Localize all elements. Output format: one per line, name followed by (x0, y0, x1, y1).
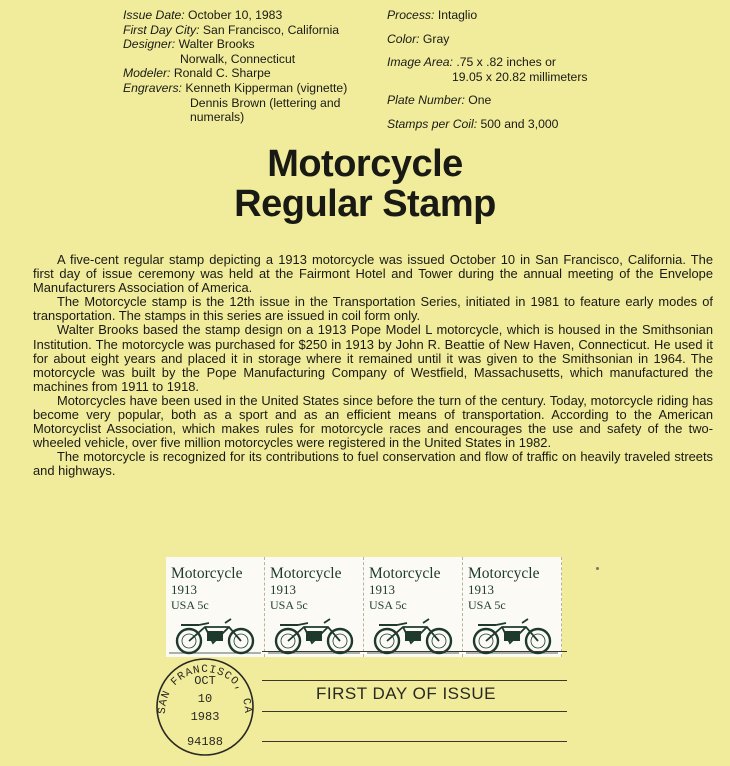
image-area-row: Image Area: .75 x .82 inches or (387, 55, 556, 70)
stamps-per-coil-row: Stamps per Coil: 500 and 3,000 (387, 116, 559, 131)
title-line-1: Motorcycle (267, 143, 463, 185)
svg-text:10: 10 (197, 692, 213, 706)
motorcycle-engraving (367, 617, 459, 655)
cancel-line-4 (262, 741, 567, 742)
cancel-line-2 (262, 680, 567, 681)
meta-row: Designer: Walter Brooks (123, 37, 255, 52)
stamp-coil-strip (166, 557, 562, 657)
motorcycle-stamp (265, 557, 364, 657)
motorcycle-stamp (166, 557, 265, 657)
meta-row: numerals) (190, 110, 245, 125)
meta-row: Modeler: Ronald C. Sharpe (123, 66, 271, 81)
stamp-name: Motorcycle (369, 565, 441, 582)
body-paragraph: The Motorcycle stamp is the 12th issue in the Transportation Series, initiated in 1981 to feature early modes of transportation. The stamps in this series are issued in coil form only. (33, 294, 713, 324)
stamp-name: Motorcycle (270, 565, 342, 582)
stamp-value: USA 5c (270, 598, 308, 612)
plate-number-row: Plate Number: One (387, 93, 492, 108)
stamp-value: USA 5c (369, 598, 407, 612)
issue-details-right (387, 8, 587, 141)
motorcycle-engraving (466, 617, 558, 655)
stamp-value: USA 5c (468, 598, 506, 612)
meta-row: Issue Date: October 10, 1983 (123, 8, 283, 22)
first-day-of-issue-label: FIRST DAY OF ISSUE (316, 684, 496, 703)
issue-details-left (123, 8, 347, 125)
stamp-name: Motorcycle (171, 565, 243, 582)
meta-row: Norwalk, Connecticut (180, 51, 296, 66)
image-area-cont: 19.05 x 20.82 millimeters (452, 69, 588, 84)
stamp-year: 1913 (369, 582, 395, 597)
body-paragraph: Walter Brooks based the stamp design on a 1913 Pope Model L motorcycle, which is housed in the Smithsonian Institution. The motorcycle was purchased for $250 in 1913 by John R. Beattie of New Haven, Connecticut. He used it for about eight years and placed it in storage where it remained until it was given to the Smithsonian in 1964. The motorcycle was built by the Pope Manufacturing Company of Westfield, Massachusetts, which manufactured the machines from 1911 to 1918. (33, 322, 713, 394)
stamp-year: 1913 (270, 582, 296, 597)
postmark-cancel (145, 650, 265, 760)
svg-text:1983: 1983 (190, 710, 220, 724)
motorcycle-engraving (268, 617, 360, 655)
article-body (33, 253, 713, 479)
process-row: Process: Intaglio (387, 8, 478, 22)
body-paragraph: The motorcycle is recognized for its contributions to fuel conservation and flow of traffic on heavily traveled streets and highways. (33, 449, 713, 479)
svg-text:SAN FRANCISCO, CA: SAN FRANCISCO, CA (156, 664, 254, 715)
svg-text:94188: 94188 (186, 735, 224, 749)
body-paragraph: A five-cent regular stamp depicting a 1913 motorcycle was issued October 10 in San Francisco, California. The first day of issue ceremony was held at the Fairmont Hotel and Tower during the annual meeting of the Envelope Manufacturers Association of America. (33, 252, 713, 296)
page-title (0, 144, 730, 224)
title-line-2: Regular Stamp (234, 183, 496, 225)
cancel-line-1 (262, 651, 567, 652)
svg-text:OCT: OCT (194, 674, 216, 688)
body-paragraph: Motorcycles have been used in the United States since before the turn of the century. Today, motorcycle riding has become very popular, both as a sport and as an efficient means of transportation. According to the American Motorcyclist Association, which makes rules for motorcycle races and encourages the use and safety of the two-wheeled vehicle, over five million motorcycles were registered in the United States in 1982. (33, 392, 713, 451)
cancel-line-3 (262, 711, 567, 712)
meta-row: Dennis Brown (lettering and (190, 95, 341, 110)
stamp-name: Motorcycle (468, 565, 540, 582)
meta-row: First Day City: San Francisco, California (123, 22, 340, 37)
stamp-year: 1913 (171, 582, 197, 597)
meta-row: Engravers: Kenneth Kipperman (vignette) (123, 80, 348, 95)
color-row: Color: Gray (387, 31, 450, 46)
stamp-year: 1913 (468, 582, 494, 597)
motorcycle-stamp (364, 557, 463, 657)
motorcycle-stamp (463, 557, 562, 657)
paper-speck (596, 567, 599, 570)
stamp-value: USA 5c (171, 598, 209, 612)
